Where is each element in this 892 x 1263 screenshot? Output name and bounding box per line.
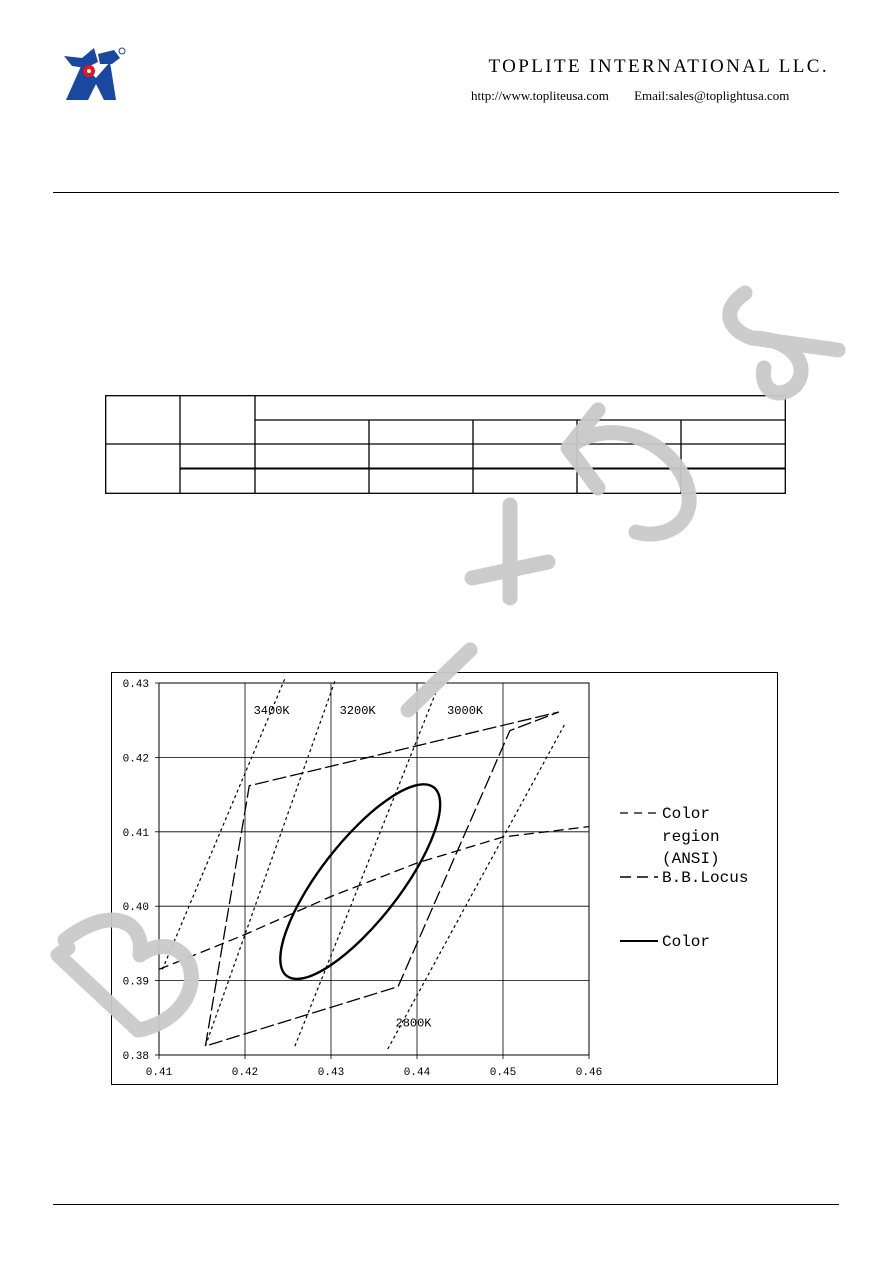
y-tick-label: 0.39: [122, 976, 149, 989]
x-tick-label: 0.46: [575, 1067, 603, 1079]
legend-label: B.B.Locus: [662, 869, 749, 887]
cct-label: 3400K: [253, 704, 290, 719]
legend-label: Color: [662, 933, 711, 951]
watermark-glyph-dash: [408, 650, 470, 710]
watermark-glyph-star: [472, 505, 548, 598]
x-tick-label: 0.45: [489, 1067, 517, 1079]
legend-label: (ANSI): [662, 850, 720, 868]
company-name: TOPLITE INTERNATIONAL LLC.: [488, 56, 829, 77]
watermark-glyph-5: [568, 410, 689, 534]
y-tick-label: 0.40: [122, 902, 149, 915]
watermark-glyph-and: [730, 293, 838, 393]
cct-label: 3200K: [339, 704, 376, 719]
x-tick-label: 0.43: [317, 1067, 345, 1079]
website-link[interactable]: http://www.topliteusa.com: [471, 88, 609, 103]
legend-label: Color: [662, 805, 711, 823]
x-tick-label: 0.41: [145, 1067, 173, 1079]
y-tick-label: 0.43: [122, 679, 149, 691]
x-tick-label: 0.42: [231, 1067, 259, 1079]
legend-label: region: [662, 828, 720, 846]
y-tick-label: 0.38: [122, 1051, 149, 1063]
x-tick-label: 0.44: [403, 1067, 431, 1079]
y-tick-label: 0.42: [122, 753, 149, 766]
cct-label: 2800K: [395, 1016, 432, 1031]
watermark-glyph-b: [58, 920, 191, 1030]
y-tick-label: 0.41: [122, 827, 149, 840]
cct-label: 3000K: [447, 704, 484, 719]
email-link[interactable]: Email:sales@toplightusa.com: [634, 88, 790, 103]
